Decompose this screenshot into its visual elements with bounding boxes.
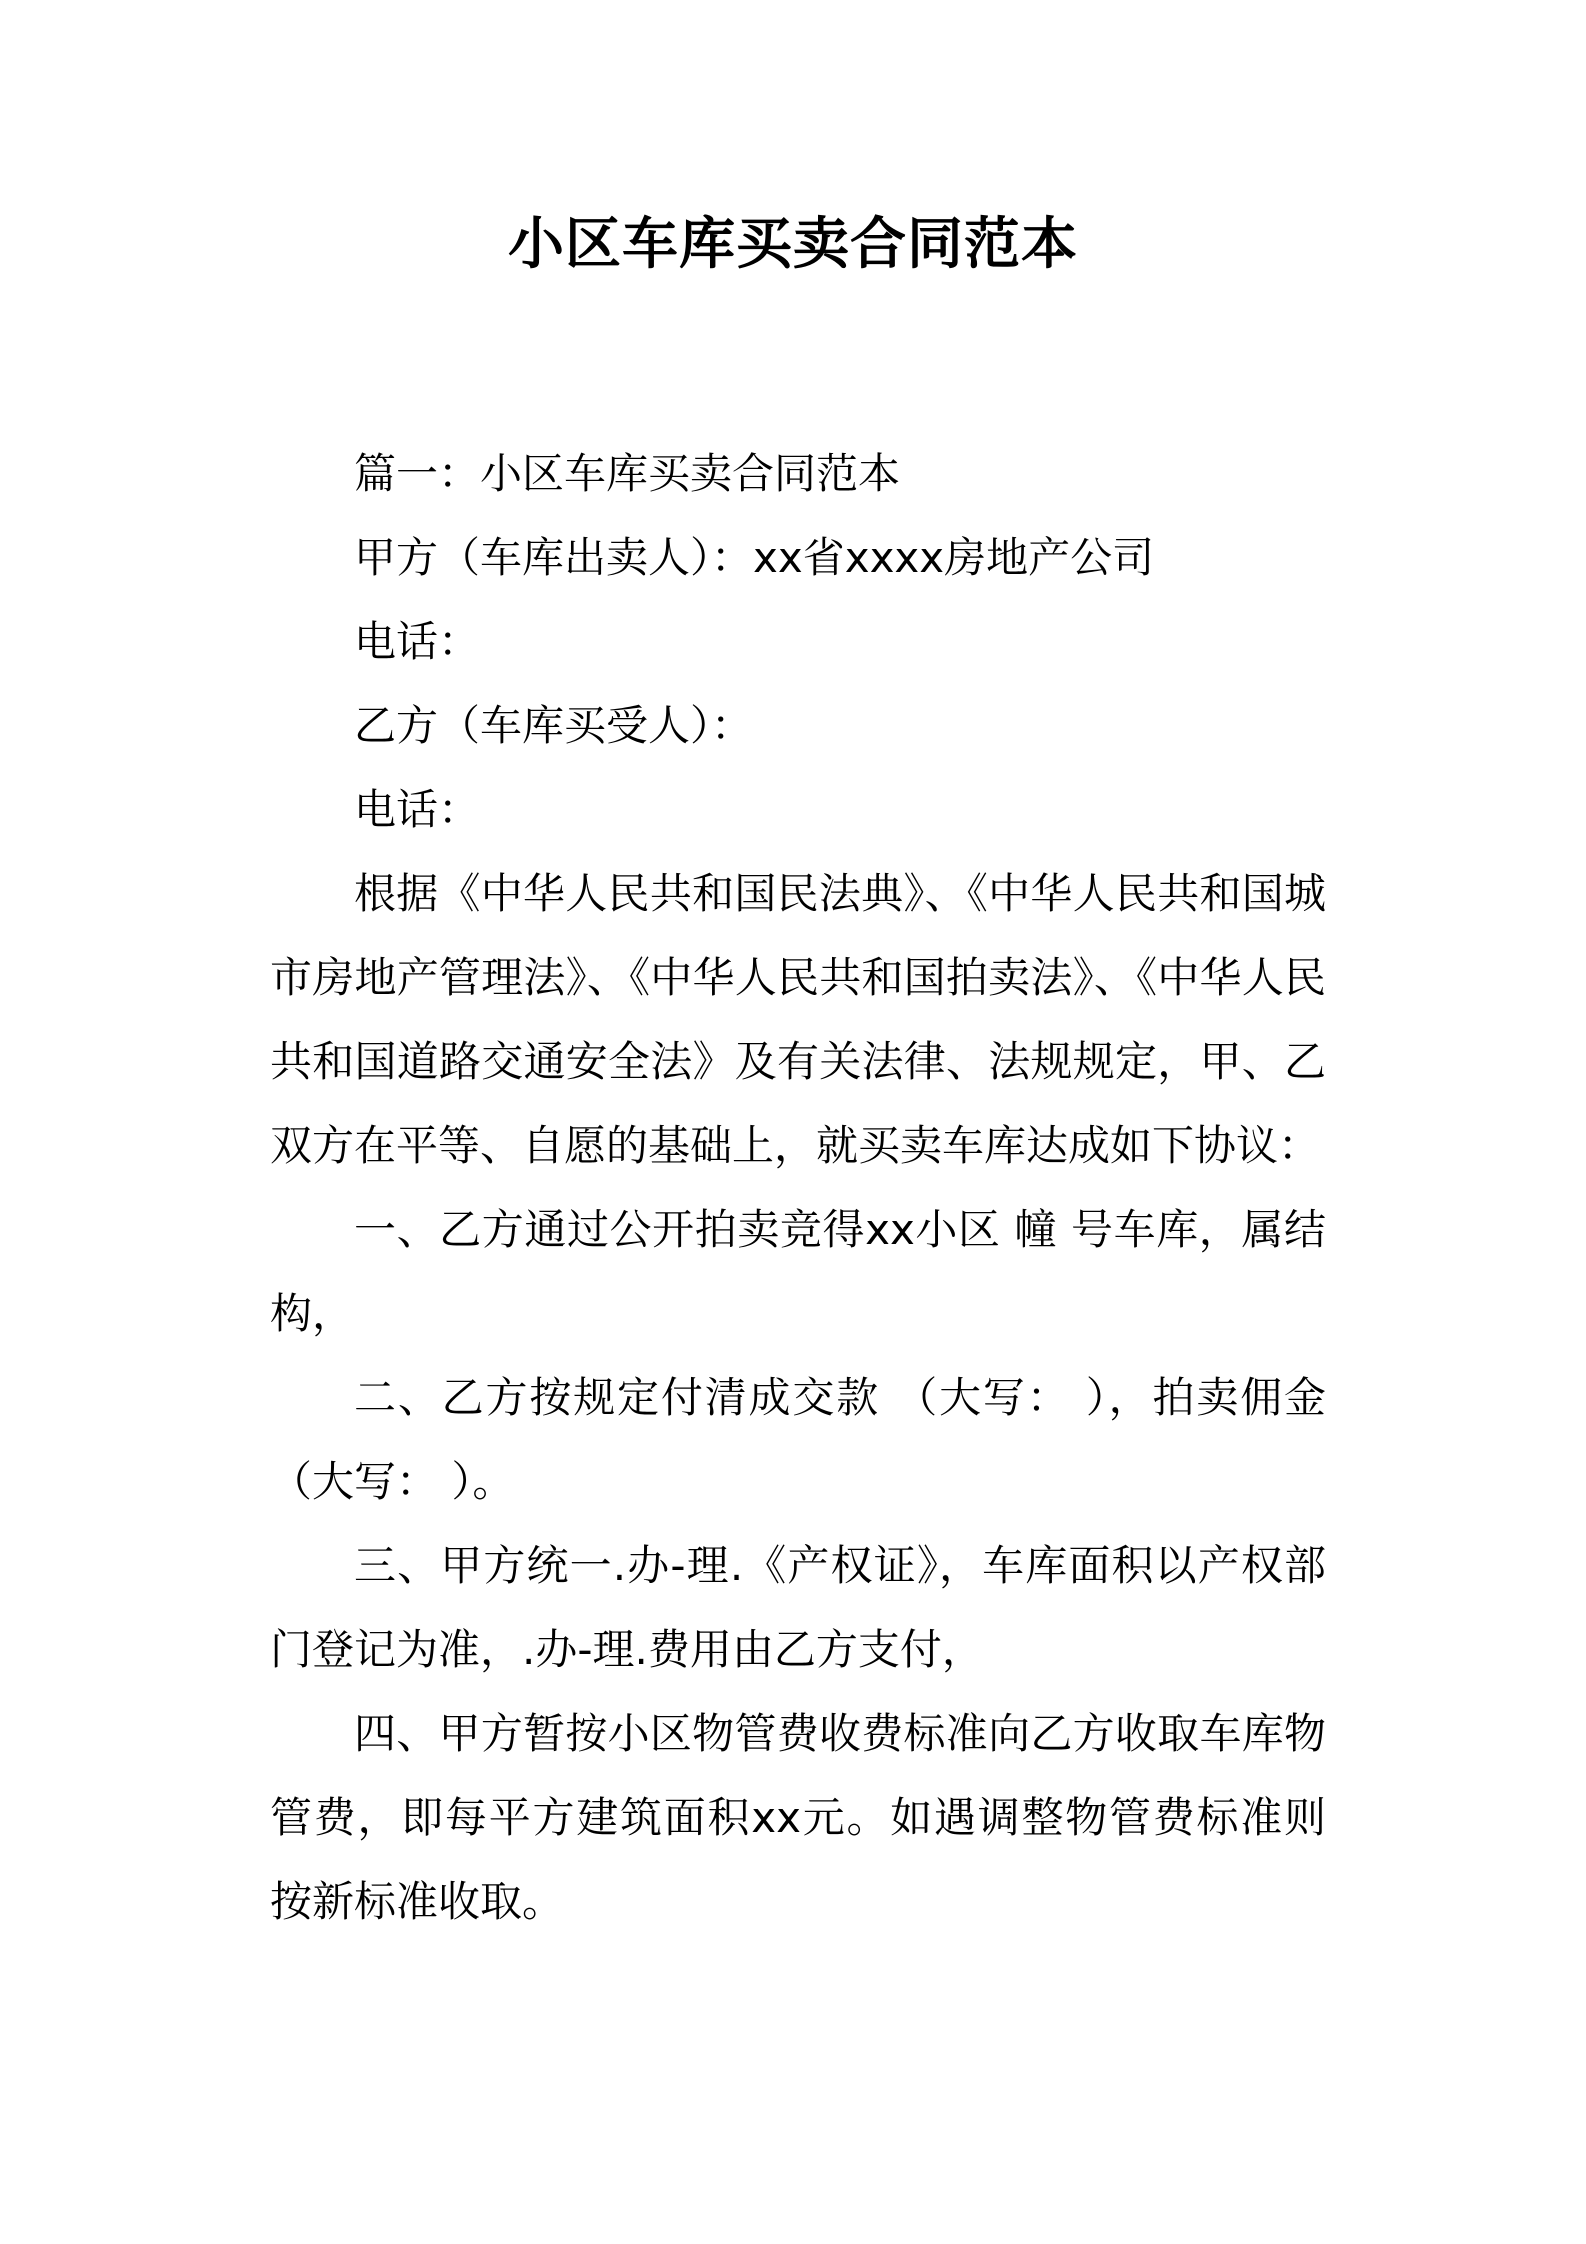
party-b-line: 乙方（车库买受人）： — [354, 701, 754, 750]
clause-3: 三、甲方统一.办-理.《产权证》，车库面积以产权部门登记为准，.办-理.费用由乙方支付， — [270, 1541, 1326, 1674]
legal-basis-paragraph: 根据《中华人民共和国民法典》、《中华人民共和国城市房地产管理法》、《中华人民共和国拍卖法》、《中华人民共和国道路交通安全法》及有关法律、法规规定，甲、乙双方在平等、自愿的基础上，就买卖车库达成如下协议： — [270, 869, 1326, 1170]
document-body — [270, 432, 1326, 1944]
party-a-phone: 电话： — [354, 617, 481, 666]
section-heading: 篇一：小区车库买卖合同范本 — [354, 449, 901, 498]
party-a-line: 甲方（车库出卖人）：xx省xxxx房地产公司 — [354, 533, 1155, 582]
party-b-phone: 电话： — [354, 785, 481, 834]
clause-2: 二、乙方按规定付清成交款 （大写： ），拍卖佣金（大写： ）。 — [270, 1373, 1326, 1506]
clause-4: 四、甲方暂按小区物管费收费标准向乙方收取车库物管费，即每平方建筑面积xx元。如遇调整物管费标准则按新标准收取。 — [270, 1709, 1326, 1926]
clause-1: 一、乙方通过公开拍卖竞得xx小区 幢 号车库，属结构， — [270, 1205, 1326, 1338]
document-title: 小区车库买卖合同范本 — [508, 212, 1078, 277]
